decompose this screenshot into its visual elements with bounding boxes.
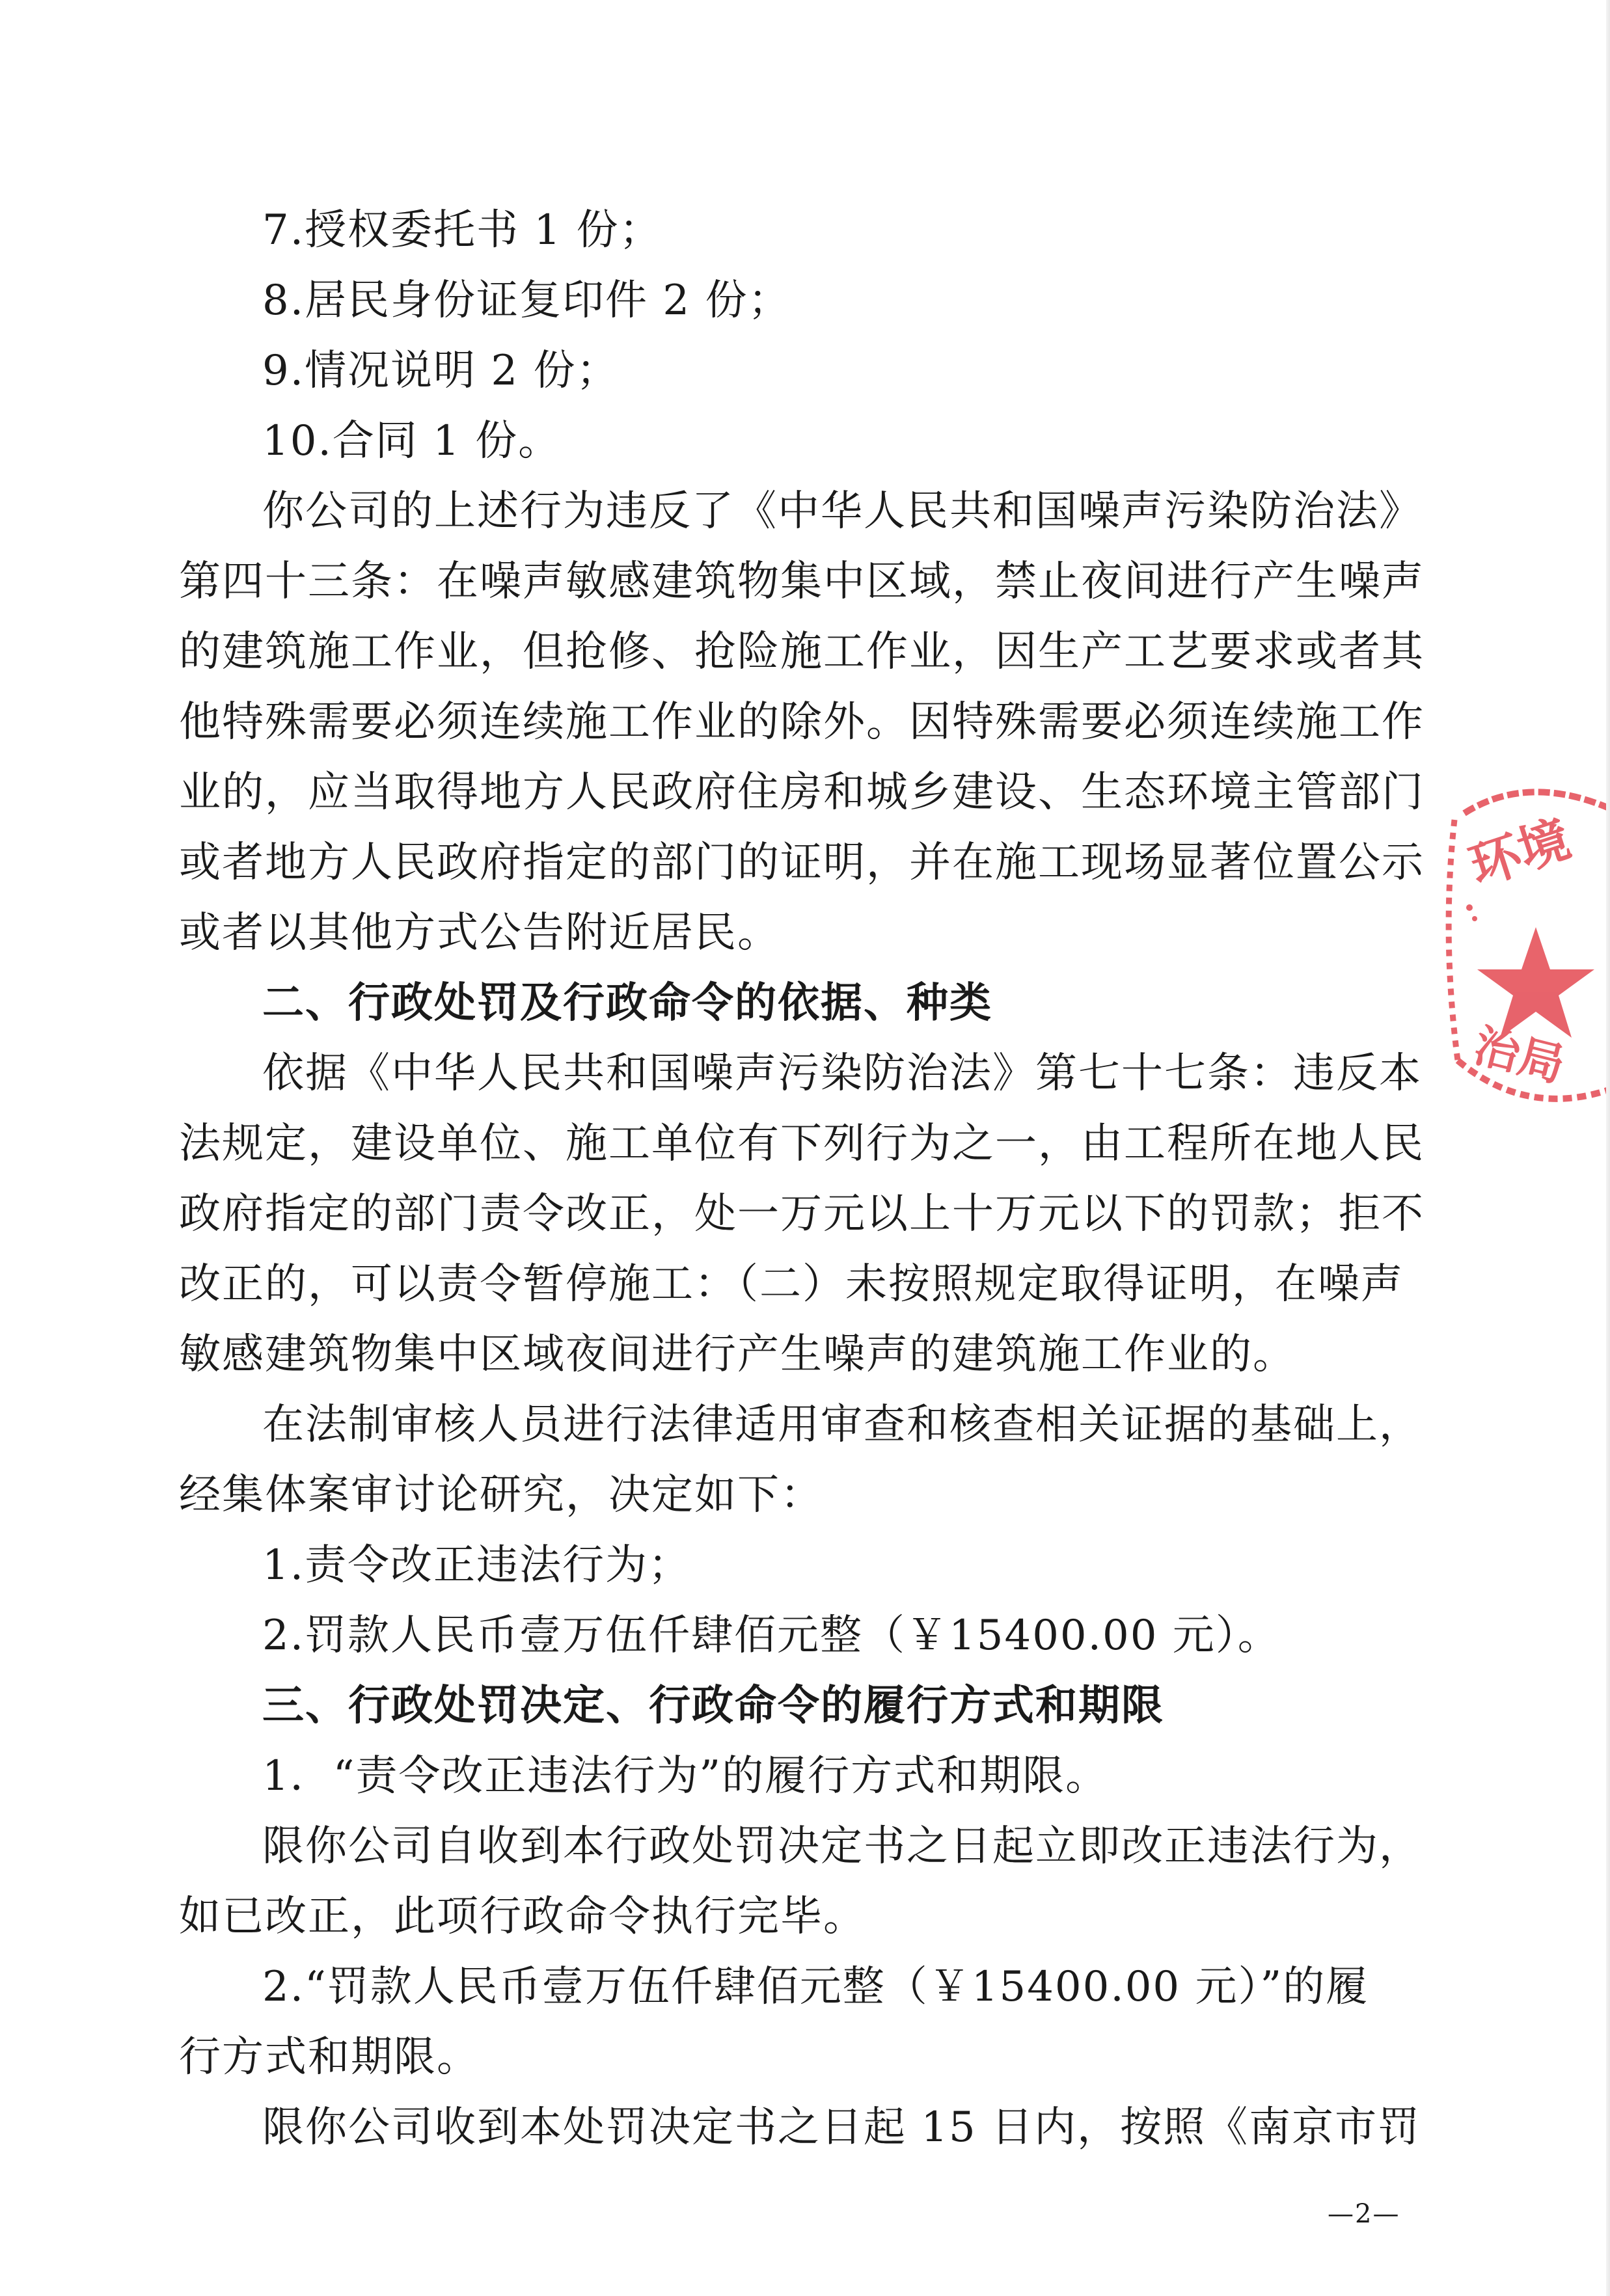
decision-item-2: 2.罚款人民币壹万伍仟肆佰元整（￥15400.00 元）。 <box>262 1612 1281 1660</box>
paragraph-line: 的建筑施工作业，但抢修、抢险施工作业，因生产工艺要求或者其 <box>179 628 1425 676</box>
subsection-heading-2: 2.“罚款人民币壹万伍仟肆佰元整（￥15400.00 元）”的履 <box>262 1963 1369 2011</box>
official-seal-stamp <box>1438 774 1610 1139</box>
attachment-item-7: 7.授权委托书 1 份； <box>262 206 662 254</box>
paragraph-line: 他特殊需要必须连续施工作业的除外。因特殊需要必须连续施工作 <box>179 698 1425 746</box>
subsection-heading-1: 1．“责令改正违法行为”的履行方式和期限。 <box>262 1752 1109 1800</box>
paragraph-line: 你公司的上述行为违反了《中华人民共和国噪声污染防治法》 <box>262 487 1422 535</box>
paragraph-line: 敏感建筑物集中区域夜间进行产生噪声的建筑施工作业的。 <box>179 1330 1296 1379</box>
svg-text:环境: 环境 <box>1462 809 1577 897</box>
paragraph-line: 或者以其他方式公告附近居民。 <box>179 909 780 957</box>
attachment-item-8: 8.居民身份证复印件 2 份； <box>262 277 791 325</box>
section-heading-3: 三、行政处罚决定、行政命令的履行方式和期限 <box>262 1681 1164 1730</box>
paragraph-line: 或者地方人民政府指定的部门的证明，并在施工现场显著位置公示 <box>179 839 1425 887</box>
decision-item-1: 1.责令改正违法行为； <box>262 1541 692 1589</box>
paragraph-line: 如已改正，此项行政命令执行完毕。 <box>179 1893 866 1941</box>
paragraph-line: 第四十三条：在噪声敏感建筑物集中区域，禁止夜间进行产生噪声 <box>179 558 1425 606</box>
page-number: —2— <box>1328 2199 1400 2229</box>
svg-text:治局: 治局 <box>1468 1018 1570 1092</box>
paragraph-line: 依据《中华人民共和国噪声污染防治法》第七十七条：违反本 <box>262 1049 1422 1098</box>
document-body <box>179 195 1425 2163</box>
attachment-item-9: 9.情况说明 2 份； <box>262 347 620 395</box>
paragraph-line: 业的，应当取得地方人民政府住房和城乡建设、生态环境主管部门 <box>179 768 1425 817</box>
paragraph-line: 行方式和期限。 <box>179 2033 480 2081</box>
paragraph-line: 限你公司自收到本行政处罚决定书之日起立即改正违法行为， <box>262 1822 1422 1871</box>
paragraph-line: 政府指定的部门责令改正，处一万元以上十万元以下的罚款；拒不 <box>179 1190 1425 1238</box>
paragraph-line: 限你公司收到本处罚决定书之日起 15 日内，按照《南京市罚 <box>262 2103 1421 2152</box>
paragraph-line: 改正的，可以责令暂停施工：（二）未按照规定取得证明，在噪声 <box>179 1260 1404 1308</box>
attachment-item-10: 10.合同 1 份。 <box>262 417 562 465</box>
section-heading-2: 二、行政处罚及行政命令的依据、种类 <box>262 979 992 1027</box>
scan-edge-shadow <box>1606 0 1610 2296</box>
paragraph-line: 法规定，建设单位、施工单位有下列行为之一，由工程所在地人民 <box>179 1120 1425 1168</box>
paragraph-line: 经集体案审讨论研究，决定如下： <box>179 1471 823 1519</box>
paragraph-line: 在法制审核人员进行法律适用审查和核查相关证据的基础上， <box>262 1401 1422 1449</box>
